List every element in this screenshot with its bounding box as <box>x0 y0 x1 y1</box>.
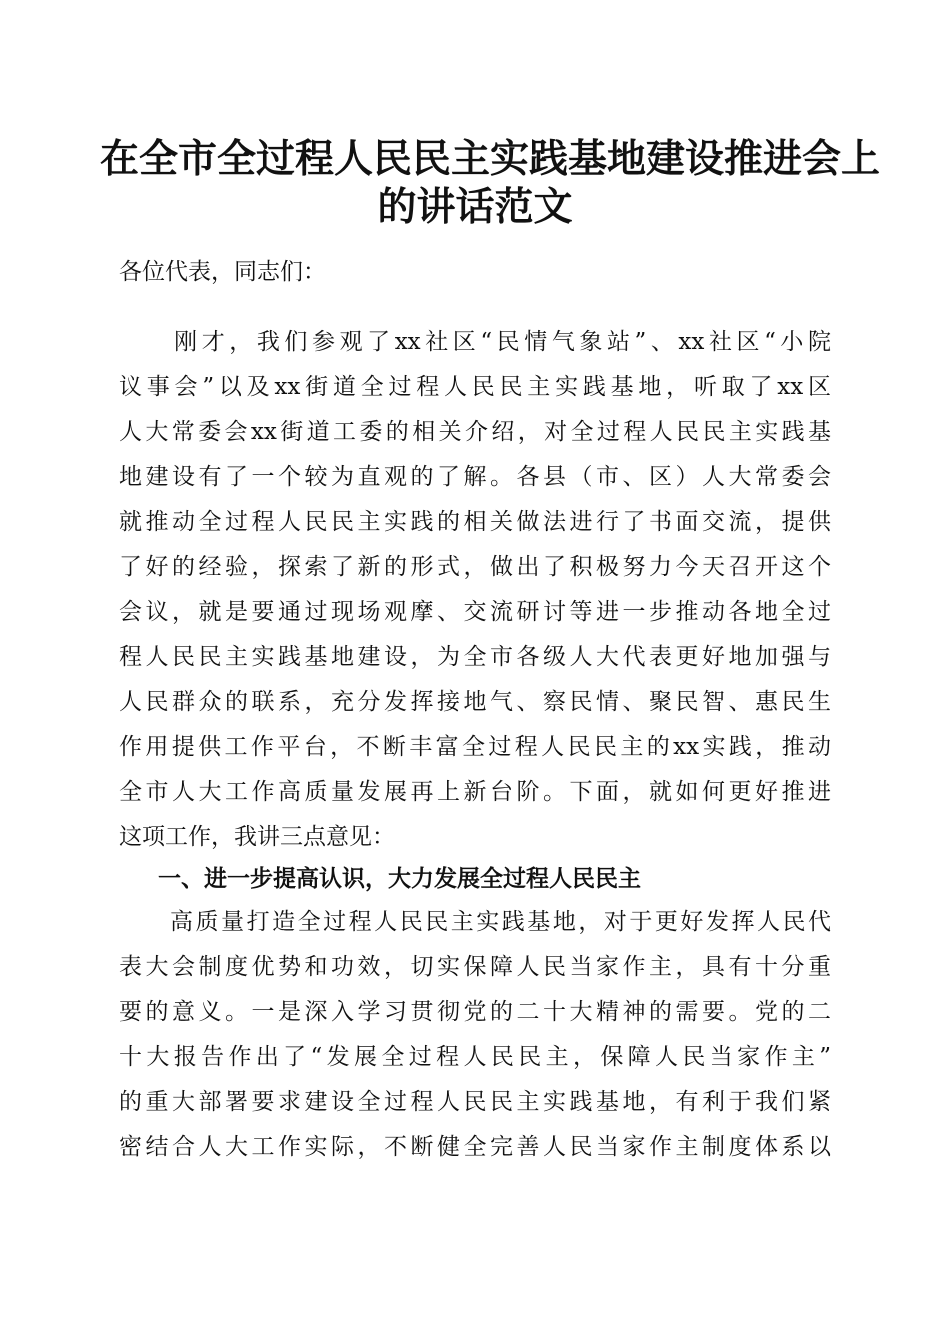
paragraph-1-line: 就推动全过程人民民主实践的相关做法进行了书面交流，提供 <box>119 509 831 535</box>
paragraph-2-line: 表大会制度优势和功效，切实保障人民当家作主，具有十分重 <box>119 954 831 980</box>
paragraph-1-line: 会议，就是要通过现场观摩、交流研讨等进一步推动各地全过 <box>119 599 831 625</box>
document-title-line-2: 的讲话范文 <box>377 184 573 230</box>
paragraph-1-line: 了好的经验，探索了新的形式，做出了积极努力今天召开这个 <box>119 554 831 580</box>
section-1-heading: 一、进一步提高认识，大力发展全过程人民民主 <box>158 866 641 892</box>
paragraph-2-line: 密结合人大工作实际，不断健全完善人民当家作主制度体系以 <box>119 1134 831 1160</box>
paragraph-1-line: 这项工作，我讲三点意见： <box>119 824 395 850</box>
paragraph-2-line: 要的意义。一是深入学习贯彻党的二十大精神的需要。党的二 <box>119 999 831 1025</box>
paragraph-1-line: 程人民民主实践基地建设，为全市各级人大代表更好地加强与 <box>119 644 831 670</box>
paragraph-1-line: 地建设有了一个较为直观的了解。各县（市、区）人大常委会 <box>119 464 831 490</box>
salutation: 各位代表，同志们： <box>119 259 326 285</box>
paragraph-2-line: 十大报告作出了“发展全过程人民民主，保障人民当家作主” <box>119 1044 831 1070</box>
paragraph-2-line: 的重大部署要求建设全过程人民民主实践基地，有利于我们紧 <box>119 1089 831 1115</box>
paragraph-1-line: 刚才，我们参观了xx社区“民情气象站”、xx社区“小院 <box>119 329 831 355</box>
paragraph-1-line: 全市人大工作高质量发展再上新台阶。下面，就如何更好推进 <box>119 779 831 805</box>
paragraph-1-line: 作用提供工作平台，不断丰富全过程人民民主的xx实践，推动 <box>119 734 831 760</box>
document-title-line-1: 在全市全过程人民民主实践基地建设推进会上 <box>100 136 881 182</box>
paragraph-1-line: 人民群众的联系，充分发挥接地气、察民情、聚民智、惠民生 <box>119 689 831 715</box>
paragraph-2-line: 高质量打造全过程人民民主实践基地，对于更好发挥人民代 <box>119 909 831 935</box>
paragraph-1-line: 议事会”以及xx街道全过程人民民主实践基地，听取了xx区 <box>119 374 831 400</box>
paragraph-1-line: 人大常委会xx街道工委的相关介绍，对全过程人民民主实践基 <box>119 419 831 445</box>
